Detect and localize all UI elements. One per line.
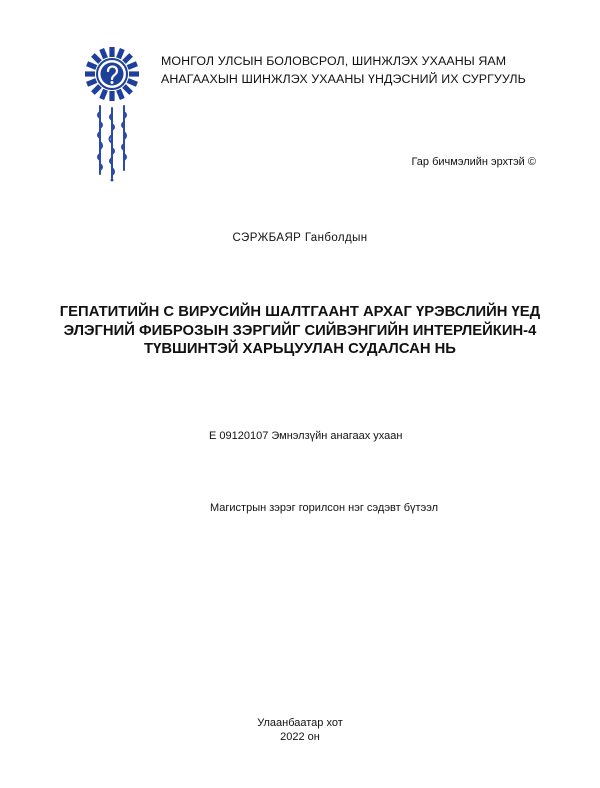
mongolian-script-emblem [94, 104, 134, 182]
ministry-name: МОНГОЛ УЛСЫН БОЛОВСРОЛ, ШИНЖЛЭХ УХААНЫ ЯАМ [161, 54, 507, 68]
copyright-notice: Гар бичмэлийн эрхтэй © [411, 156, 536, 168]
university-logo [84, 46, 140, 102]
city: Улаанбаатар хот [257, 717, 343, 729]
title-line-3: ТҮВШИНТЭЙ ХАРЬЦУУЛАН СУДАЛСАН НЬ [144, 341, 456, 357]
university-name: АНАГААХЫН ШИНЖЛЭХ УХААНЫ ҮНДЭСНИЙ ИХ СУРГУУЛЬ [161, 72, 526, 86]
degree-statement: Магистрын зэрэг горилсон нэг сэдэвт бүтээл [210, 502, 438, 514]
place-and-year [0, 716, 600, 744]
program-code: E 09120107 Эмнэлзүйн анагаах ухаан [209, 430, 403, 442]
title-line-2: ЭЛЭГНИЙ ФИБРОЗЫН ЗЭРГИЙГ СИЙВЭНГИЙН ИНТЕРЛЕЙКИН-4 [63, 322, 537, 339]
author-name: СЭРЖБАЯР Ганболдын [232, 232, 368, 244]
year: 2022 он [280, 731, 320, 743]
institution-header [161, 52, 526, 88]
title-line-1: ГЕПАТИТИЙН С ВИРУСИЙН ШАЛТГААНТ АРХАГ ҮРЭВСЛИЙН ҮЕД [59, 304, 541, 320]
thesis-title [0, 303, 600, 359]
